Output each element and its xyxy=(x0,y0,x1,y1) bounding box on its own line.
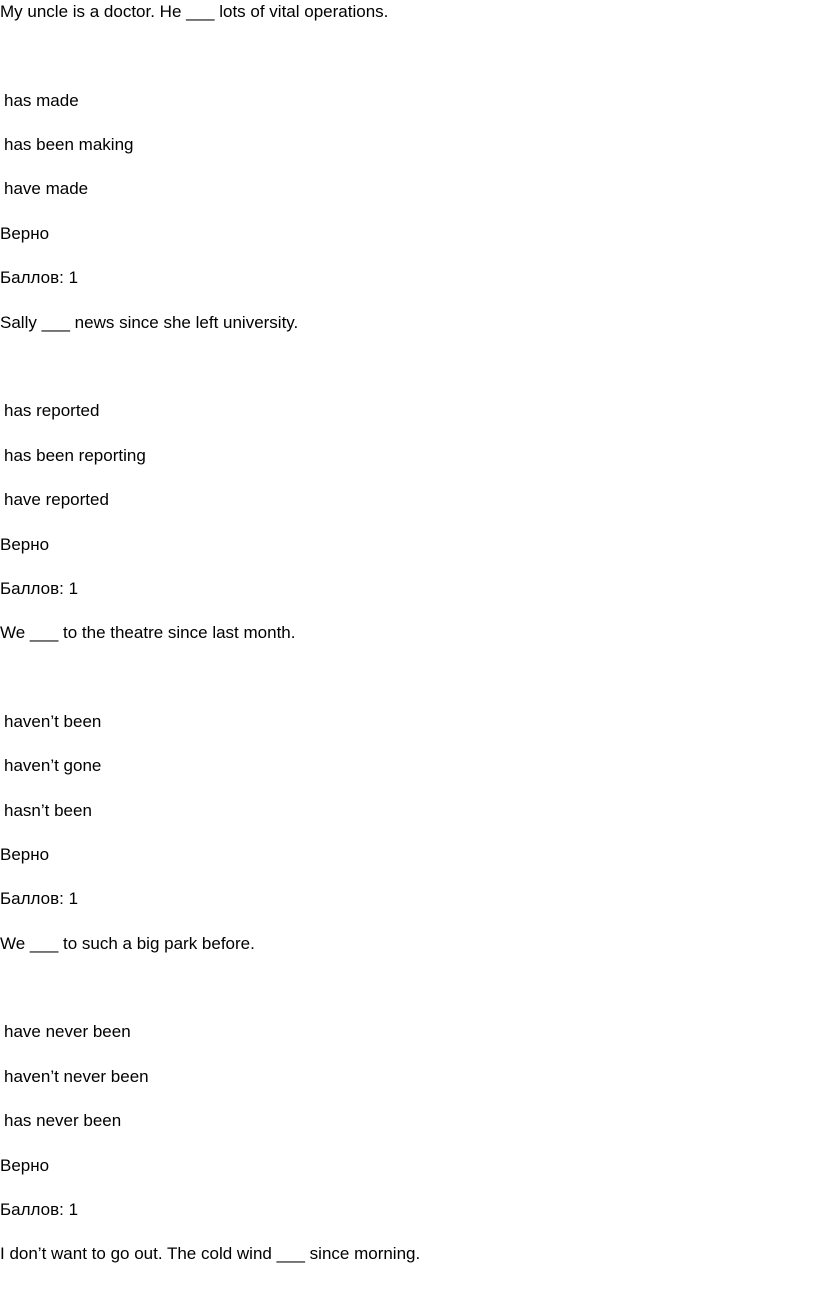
question-2-option-3[interactable]: have reported xyxy=(4,490,109,509)
question-4-prompt: We ___ to such a big park before. xyxy=(0,934,255,953)
question-2-score: Баллов: 1 xyxy=(0,579,79,598)
question-3-option-3[interactable]: hasn’t been xyxy=(4,801,92,820)
question-4-option-1[interactable]: have never been xyxy=(4,1022,131,1041)
question-3-result: Верно xyxy=(0,845,50,864)
question-3-option-2[interactable]: haven’t gone xyxy=(4,756,102,775)
question-1-option-3[interactable]: have made xyxy=(4,179,89,198)
question-2-option-1[interactable]: has reported xyxy=(4,401,100,420)
question-4-option-3[interactable]: has never been xyxy=(4,1111,122,1130)
question-2-option-2[interactable]: has been reporting xyxy=(4,446,146,465)
question-1-result: Верно xyxy=(0,224,50,243)
question-4-result: Верно xyxy=(0,1156,50,1175)
question-1-option-1[interactable]: has made xyxy=(4,91,79,110)
question-2-result: Верно xyxy=(0,535,50,554)
question-3-score: Баллов: 1 xyxy=(0,889,79,908)
question-1-prompt: My uncle is a doctor. He ___ lots of vital operations. xyxy=(0,2,389,21)
question-3-prompt: We ___ to the theatre since last month. xyxy=(0,623,296,642)
question-1-option-2[interactable]: has been making xyxy=(4,135,134,154)
question-1-score: Баллов: 1 xyxy=(0,268,79,287)
question-5-prompt: I don’t want to go out. The cold wind ___ since morning. xyxy=(0,1244,421,1263)
question-3-option-1[interactable]: haven’t been xyxy=(4,712,102,731)
question-2-prompt: Sally ___ news since she left university. xyxy=(0,313,299,332)
question-4-option-2[interactable]: haven’t never been xyxy=(4,1067,149,1086)
question-4-score: Баллов: 1 xyxy=(0,1200,79,1219)
